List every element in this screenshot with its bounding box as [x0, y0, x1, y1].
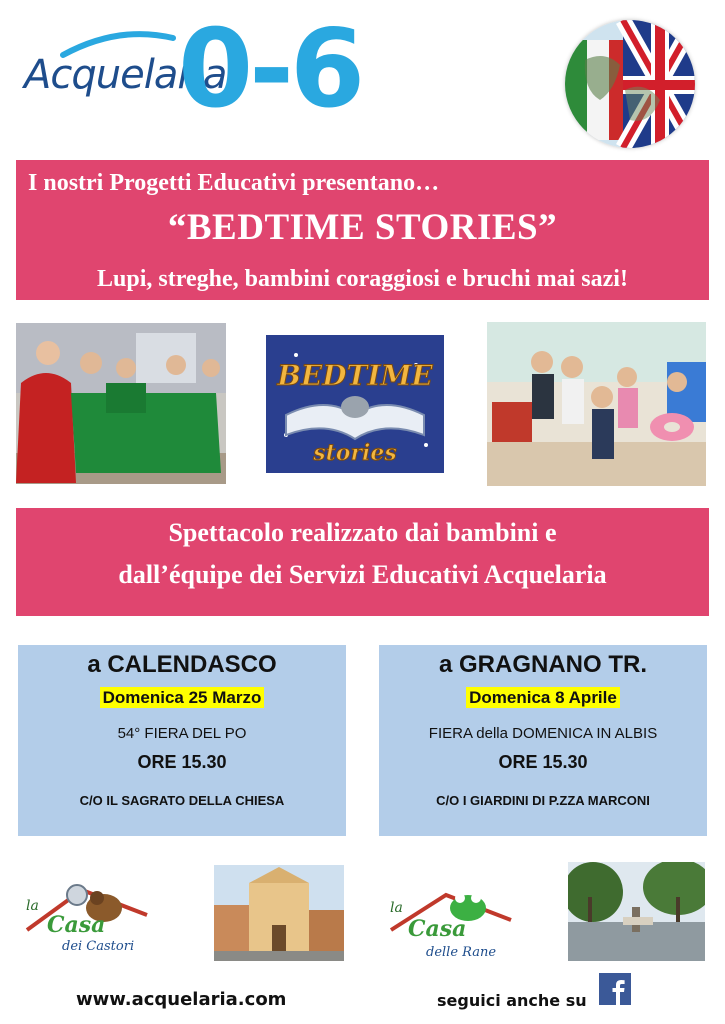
logo-word: Acquelaria — [24, 52, 227, 98]
event-time: ORE 15.30 — [137, 752, 227, 772]
rane-casa: Casa — [408, 916, 467, 942]
banner-title: “BEDTIME STORIES” — [167, 207, 558, 248]
bedtime-stories-book-image — [266, 335, 444, 473]
event-date: Domenica 8 Aprile — [466, 687, 620, 708]
event-venue: C/O IL SAGRATO DELLA CHIESA — [79, 793, 285, 808]
globe-flags-icon — [565, 20, 695, 148]
rane-la: la — [390, 900, 403, 916]
description-line-2: dall’équipe dei Servizi Educativi Acquelaria — [118, 560, 607, 589]
facebook-icon[interactable] — [599, 973, 631, 1005]
event-venue: C/O I GIARDINI DI P.ZZA MARCONI — [436, 793, 650, 808]
event-box-calendasco — [18, 645, 346, 836]
logo-age: 0-6 — [178, 7, 362, 132]
castori-casa: Casa — [47, 912, 106, 938]
event-location: a GRAGNANO TR. — [438, 651, 647, 678]
event-location: a CALENDASCO — [87, 651, 277, 678]
castori-la: la — [26, 898, 39, 914]
casa-delle-rane-logo — [386, 880, 516, 965]
banner-subtitle: Lupi, streghe, bambini coraggiosi e bruchi mai sazi! — [97, 266, 628, 292]
follow-text: seguici anche su — [437, 991, 587, 1010]
castori-name: dei Castori — [62, 939, 135, 954]
children-costumes-photo — [16, 323, 226, 484]
description-banner — [16, 508, 709, 616]
park-photo — [568, 862, 705, 961]
description-line-1: Spettacolo realizzato dai bambini e — [168, 518, 557, 547]
book-title-bottom: stories — [313, 440, 397, 466]
event-date: Domenica 25 Marzo — [100, 687, 265, 708]
church-photo — [214, 865, 344, 961]
event-time: ORE 15.30 — [498, 752, 588, 772]
casa-dei-castori-logo — [22, 870, 152, 960]
acquelaria-logo — [18, 7, 368, 147]
event-fair: FIERA della DOMENICA IN ALBIS — [428, 725, 658, 742]
children-playing-photo — [487, 322, 706, 486]
title-banner — [16, 160, 709, 300]
rane-name: delle Rane — [426, 945, 497, 960]
book-title-top: BEDTIME — [277, 359, 433, 392]
banner-intro: I nostri Progetti Educativi presentano… — [28, 170, 440, 196]
event-box-gragnano — [379, 645, 707, 836]
event-fair: 54° FIERA DEL PO — [117, 725, 247, 742]
website-link[interactable]: www.acquelaria.com — [76, 989, 287, 1010]
